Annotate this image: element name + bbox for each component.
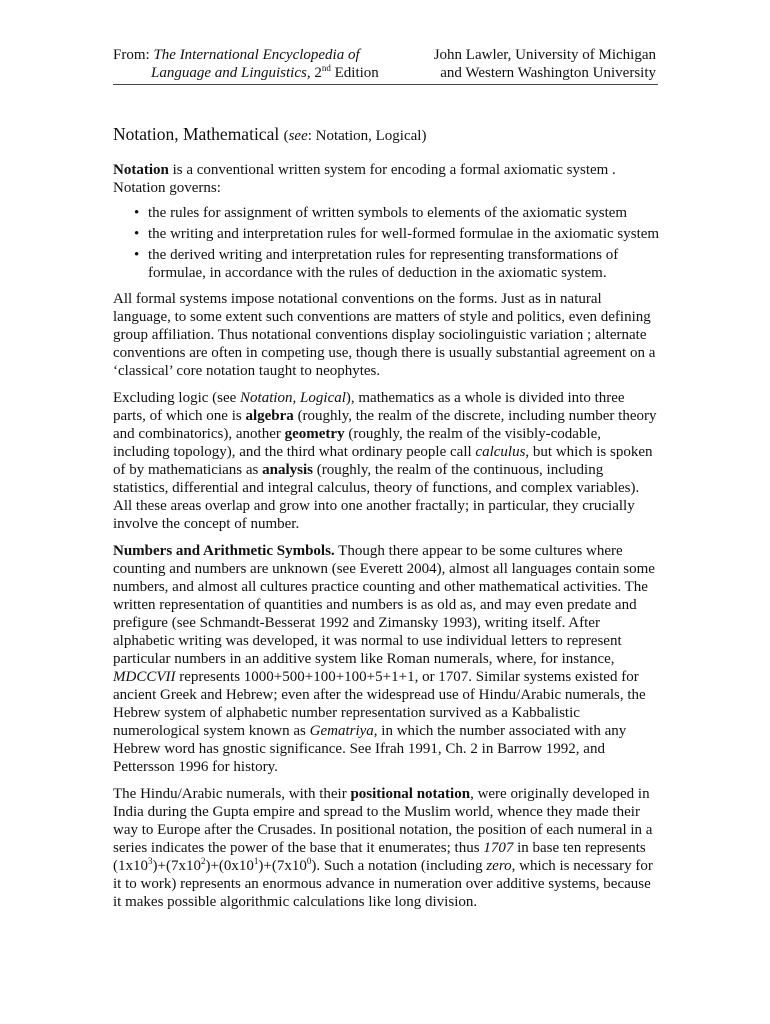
- article-body: [113, 123, 661, 920]
- bullet-icon: •: [134, 226, 140, 242]
- paragraph-conventions: All formal systems impose notational conventions on the forms. Just as in natural language, to some extent such conventions are matters of style and politics, even defining group affiliation. Thus notational conventions display sociolinguistic variation ; alternate conventions are often in competing use, though there is usually substantial agreement on a ‘classical’ core notation taught to neophytes.: [113, 291, 656, 379]
- page-header: [113, 46, 658, 85]
- source-citation: [113, 46, 413, 82]
- paragraph-positional: The Hindu/Arabic numerals, with their positional notation, were originally developed in India during the Gupta empire and spread to the Muslim world, whence they made their way to Europe after the Crusades. In positional notation, the position of each numeral in a series indicates the power of the base that it enumerates; thus 1707 in base ten represents $(1x10^3)+(7x10^2)+(0x10^1)+(7x10^0)$. Such a notation (including zero, which is necessary for it to work) represents an enormous advance in numeration over additive systems, because it makes possible algorithmic calculations like long division.: [113, 786, 653, 910]
- bullet-icon: •: [134, 247, 140, 263]
- paragraph-numbers: Numbers and Arithmetic Symbols. Though there appear to be some cultures where counting and numbers are unknown (see Everett 2004), almost all languages contain some numbers, and almost all cultures practice counting and other mathematical activities. The written representation of quantities and numbers is as old as, and may even predate and prefigure (see Schmandt-Besserat 1992 and Zimansky 1993), writing itself. After alphabetic writing was developed, it was normal to use individual letters to represent particular numbers in an additive system like Roman numerals, where, for instance, MDCCVII represents 1000+500+100+100+5+1+1, or 1707. Similar systems existed for ancient Greek and Hebrew; even after the widespread use of Hindu/Arabic numerals, the Hebrew system of alphabetic number representation survived as a Kabbalistic numerological system known as Gematriya, in which the number associated with any Hebrew word has gnostic significance. See Ifrah 1991, Ch. 2 in Barrow 1992, and Pettersson 1996 for history.: [113, 543, 655, 775]
- source-title-line1: The International Encyclopedia of: [153, 47, 360, 63]
- intro-paragraph: [113, 161, 661, 197]
- edition-sep: , 2: [306, 65, 322, 81]
- paragraph-branches: Excluding logic (see Notation, Logical), mathematics as a whole is divided into three parts, of which one is algebra (roughly, the realm of the discrete, including number theory and combinatorics), another geometry (roughly, the realm of the visibly-codable, including topology), and the third what ordinary people call calculus, but which is spoken of by mathematicians as analysis (roughly, the realm of the continuous, including statistics, differential and integral calculus, theory of functions, and complex variables). All these areas overlap and grow into one another fractally; in particular, they crucially involve the concept of number.: [113, 390, 657, 532]
- bullet-icon: •: [134, 205, 140, 221]
- author-affiliation: [434, 46, 656, 82]
- list-item: • the derived writing and interpretation rules for representing transformations of formulae, in accordance with the rules of deduction in the axiomatic system.: [134, 247, 619, 281]
- title-text: Notation, Mathematical: [113, 124, 280, 144]
- list-item: • the rules for assignment of written symbols to elements of the axiomatic system: [134, 205, 628, 221]
- author-line1: John Lawler, University of Michigan: [433, 47, 656, 63]
- edition-sup: nd: [321, 63, 331, 73]
- article-title: [113, 123, 661, 147]
- from-label: From:: [113, 47, 150, 63]
- source-title-line2: Language and Linguistics: [151, 65, 307, 81]
- edition-word: Edition: [330, 65, 379, 81]
- author-line2: and Western Washington University: [440, 65, 656, 81]
- intro-term: Notation: [113, 162, 169, 178]
- bullet-list: [113, 204, 661, 282]
- see-reference: (see: Notation, Logical): [283, 128, 427, 144]
- section-heading: Numbers and Arithmetic Symbols.: [113, 543, 335, 559]
- list-item: • the writing and interpretation rules for well-formed formulae in the axiomatic system: [134, 226, 660, 242]
- intro-text: is a conventional written system for encoding a formal axiomatic system . Notation governs:: [113, 162, 616, 196]
